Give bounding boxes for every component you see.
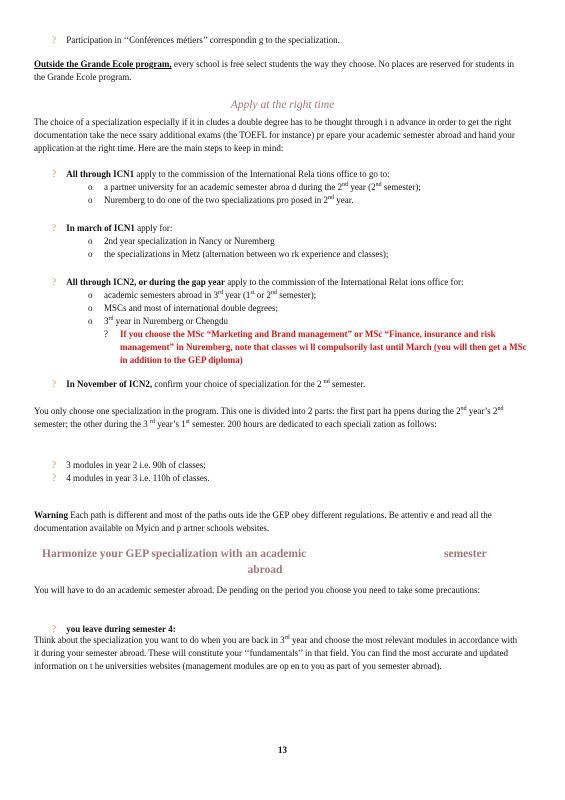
superscript: nd — [497, 406, 504, 412]
warning-label: Warning — [34, 510, 69, 520]
step-3-item-1 — [88, 289, 528, 302]
module-text: 4 modules in year 3 i.e. 110h of classes. — [66, 473, 210, 483]
step-3 — [52, 276, 532, 289]
outside-label: Outside the Grande Ecole program, — [34, 59, 172, 69]
warning-text: Each path is different and most of the paths outs ide the GEP obey different regulations. Be attentiv e and read all the documentation available on Myicn and p artner schools websites. — [34, 510, 492, 533]
leave-paragraph — [34, 634, 522, 673]
bullet-icon: ? — [52, 277, 56, 287]
heading-part: Harmonize your GEP specialization with an academic — [42, 548, 307, 560]
outside-paragraph — [34, 58, 522, 84]
item-text: Nuremberg to do one of the two specializations pro posed in 2 — [104, 195, 329, 205]
superscript: st — [185, 419, 190, 425]
text: semester; the other during the 3 — [34, 419, 150, 429]
step-2-item-2 — [88, 248, 528, 261]
apply-heading: Apply at the right time — [230, 99, 335, 111]
bullet-icon: ? — [52, 473, 56, 483]
bullet-icon: ? — [52, 35, 56, 45]
step-4-tail: semester. — [329, 379, 366, 389]
text: year and choose the most relevant modules in accordance with it during your semester abroad. These will constitute your ‘‘fundamentals’’ in that field. You can find the most accurate and updated information on t he universities websites (management modules are op en to you as part of you semester abroad). — [34, 635, 518, 671]
step-2-item-1 — [88, 235, 528, 248]
list-marker: o — [88, 290, 93, 300]
harmonize-heading — [42, 548, 512, 576]
superscript: nd — [460, 406, 467, 412]
item-text: the specializations in Metz (alternation between wo rk experience and classes); — [104, 249, 389, 259]
step-3-note — [104, 328, 528, 367]
item-text: 2nd year specialization in Nancy or Nuremberg — [104, 236, 275, 246]
list-marker: o — [88, 249, 93, 259]
item-text: a partner university for an academic semester abroa d during the 2 — [104, 182, 343, 192]
leave-lead: you leave during semester 4: — [66, 624, 176, 634]
step-3-item-3 — [88, 315, 528, 328]
superscript: rd — [217, 290, 223, 296]
harmonize-text: You will have to do an academic semester abroad. De pending on the period you choose you need to take some precautions: — [34, 585, 480, 595]
superscript: nd — [328, 195, 335, 201]
superscript: nd — [375, 182, 382, 188]
list-marker: o — [88, 182, 93, 192]
one-spec-paragraph — [34, 405, 522, 431]
item-text: MSCs and most of international double degrees; — [104, 303, 278, 313]
text: semester. 200 hours are dedicated to each speciali zation as follows: — [189, 419, 437, 429]
superscript: rd — [284, 635, 290, 641]
outside-text: every school is free select students the way they choose. No places are reserved for students in the Grande Ecole program. — [34, 59, 514, 82]
step-2 — [52, 222, 522, 235]
bullet-icon: ? — [52, 624, 56, 634]
item-tail: year (1 — [222, 290, 251, 300]
step-1-lead: All through ICN1 — [66, 169, 135, 179]
step-1-item-1 — [88, 181, 528, 194]
list-marker: o — [88, 303, 93, 313]
step-3-item-2 — [88, 302, 528, 315]
step-2-text: apply for: — [137, 223, 173, 233]
bullet-icon: ? — [52, 379, 56, 389]
superscript: nd — [342, 182, 349, 188]
bullet-icon: ? — [52, 169, 56, 179]
step-4 — [52, 378, 522, 391]
step-3-lead: All through ICN2, or during the gap year — [66, 277, 225, 287]
item-tail: year in Nuremberg or Chengdu — [113, 316, 229, 326]
warning-paragraph — [34, 509, 522, 535]
superscript: st — [250, 290, 255, 296]
superscript: nd — [270, 290, 277, 296]
item-tail: year. — [334, 195, 354, 205]
item-tail: semester); — [381, 182, 421, 192]
note-text: If you choose the MSc “Marketing and Brand management” or MSc “Finance, insurance and risk management” in Nuremberg, note that classes wi ll compulsorily last until March (you will then get a MSc in addition to the GEP diploma) — [120, 329, 527, 365]
step-2-lead: In march of ICN1 — [66, 223, 135, 233]
step-1 — [52, 168, 522, 181]
heading-part: abroad — [247, 564, 283, 576]
superscript: nd — [323, 379, 330, 385]
item-tail: semester); — [276, 290, 317, 300]
bullet-icon: ? — [52, 223, 56, 233]
intro-bullet — [52, 34, 532, 47]
heading-part: semester — [444, 548, 487, 560]
list-marker: o — [88, 316, 93, 326]
item-text: academic semesters abroad in 3 — [104, 290, 218, 300]
bullet-icon: ? — [52, 460, 56, 470]
module-text: 3 modules in year 2 i.e. 90h of classes; — [66, 460, 206, 470]
list-marker: o — [88, 236, 93, 246]
superscript: rd — [149, 419, 155, 425]
step-1-item-2 — [88, 194, 528, 207]
step-4-text: confirm your choice of specialization for the 2 — [154, 379, 324, 389]
apply-intro: The choice of a specialization especially if it in cludes a double degree has to be thought through i n advance in order to get the right documentation take the nece ssary additional exams (the TOEFL for instance) pr epare your academic semester abroad and hand your application at the right time. Here are the main steps to keep in mind: — [34, 117, 515, 153]
step-1-text: apply to the commission of the International Rela tions office to go to: — [136, 169, 390, 179]
item-tail: or 2 — [254, 290, 271, 300]
module-item-1 — [52, 459, 522, 472]
item-text: 3 — [104, 316, 109, 326]
intro-bullet-text: Participation in ‘‘Conférences métiers’’ correspondin g to the specialization. — [66, 35, 340, 45]
list-marker: o — [88, 195, 93, 205]
superscript: rd — [108, 316, 114, 322]
item-tail: year (2 — [348, 182, 376, 192]
text: Think about the specialization you want to do when you are back in 3 — [34, 635, 285, 645]
text: year’s 2 — [466, 406, 498, 416]
module-item-2 — [52, 472, 522, 485]
text: year’s 1 — [154, 419, 186, 429]
page-number: 13 — [278, 745, 287, 755]
text: You only choose one specialization in the program. This one is divided into 2 parts: the first part ha ppens during the 2 — [34, 406, 461, 416]
step-4-lead: In November of ICN2, — [66, 379, 153, 389]
bullet-icon: ? — [104, 329, 108, 339]
step-3-text: apply to the commission of the International Relat ions office for: — [227, 277, 464, 287]
